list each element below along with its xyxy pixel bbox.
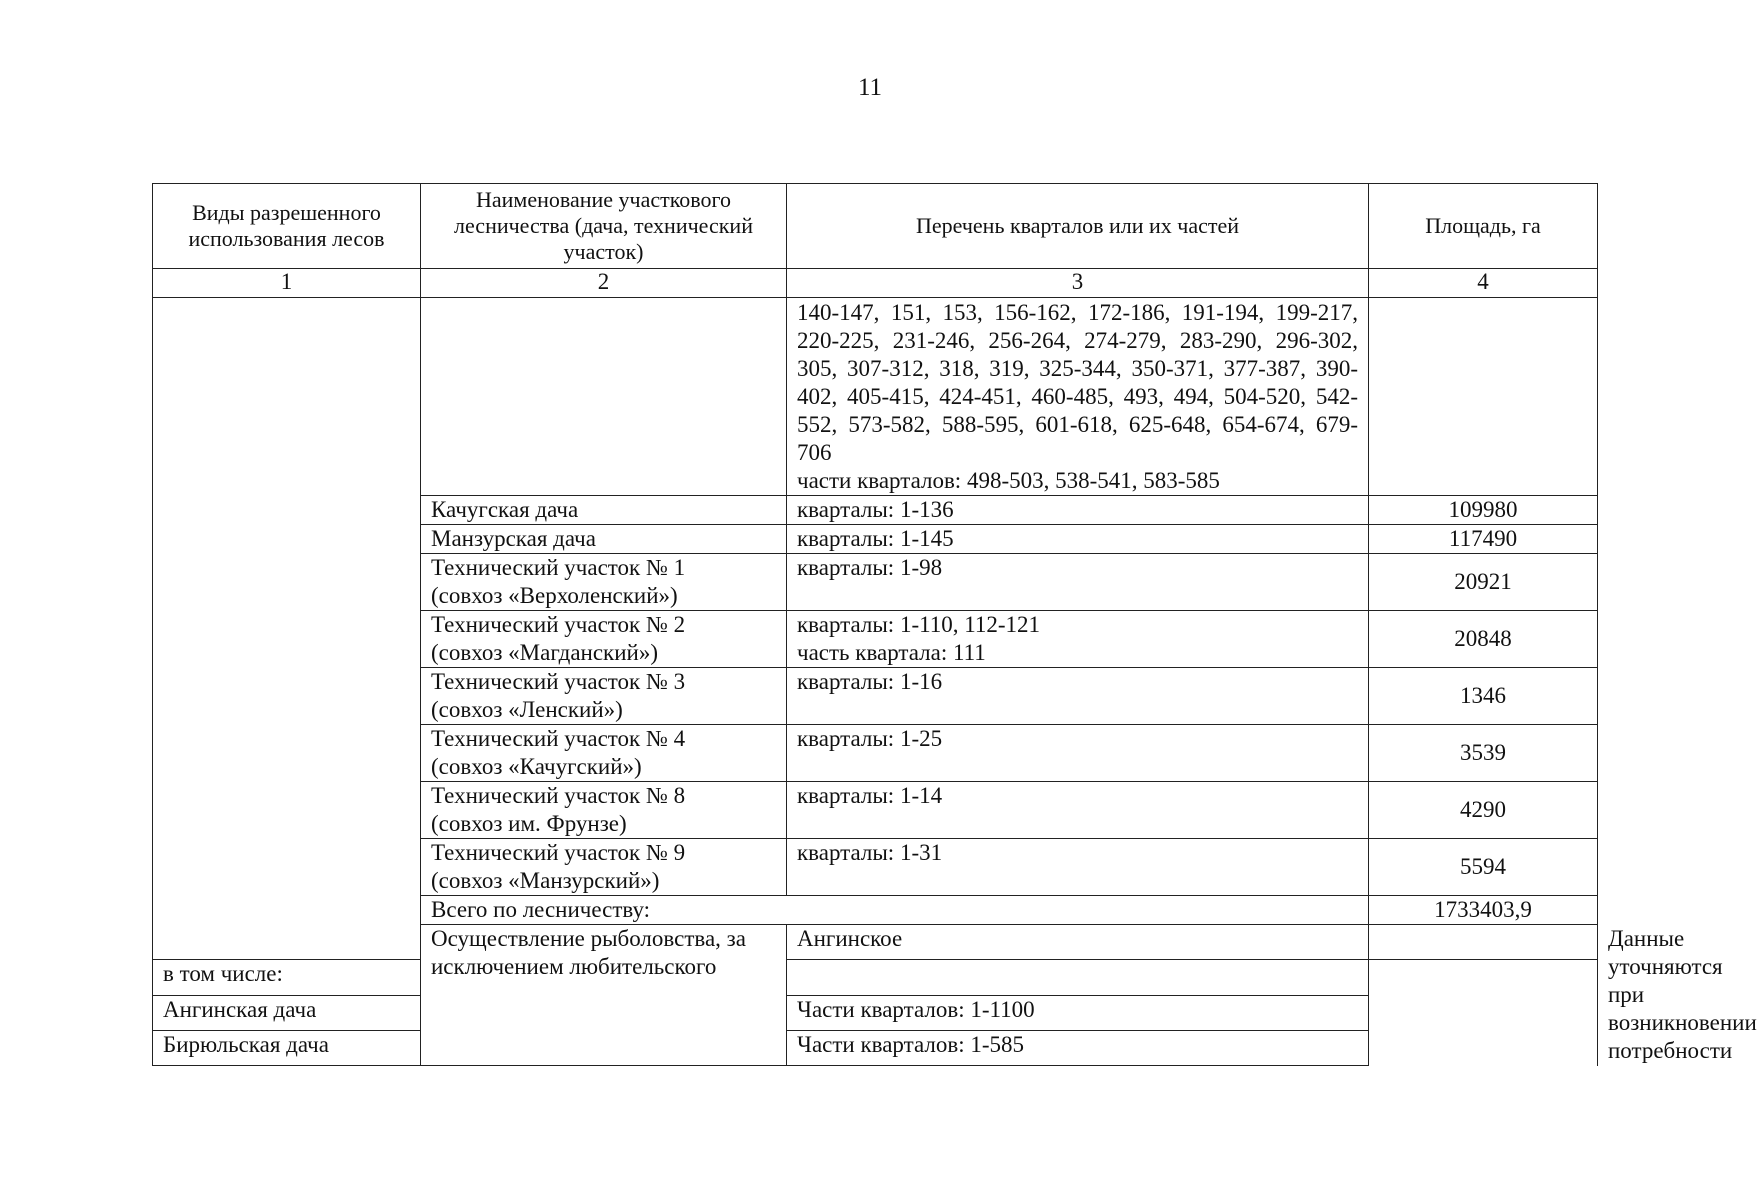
area-value: 20848 [1369, 611, 1598, 668]
table-row [153, 995, 1598, 1030]
quarters-list: кварталы: 1-14 [787, 782, 1369, 839]
quarters-list [787, 611, 1369, 668]
forestry-name: Манзурская дача [421, 525, 787, 554]
forestry-name-line1: Технический участок № 4 [431, 726, 686, 751]
area-value: 3539 [1369, 725, 1598, 782]
total-area: 1733403,9 [1369, 896, 1598, 925]
quarters-continuation-text: 140-147, 151, 153, 156-162, 172-186, 191-194, 199-217, 220-225, 231-246, 256-264, 274-279, 283-290, 296-302, 305, 307-312, 318, 319, 325-344, 350-371, 377-387, 390-402, 405-415, 424-451, 460-485, 493, 494, 504-520, 542-552, 573-582, 588-595, 601-618, 625-648, 654-674, 679-706 [797, 300, 1358, 465]
use-type-cell-empty [153, 298, 421, 960]
forestry-name-line2: (совхоз «Ленский») [431, 697, 623, 722]
column-number: 2 [421, 269, 787, 298]
forestry-name-line1: Технический участок № 8 [431, 783, 686, 808]
forestry-name-line2: (совхоз им. Фрунзе) [431, 811, 627, 836]
area-cell-empty [1369, 298, 1598, 496]
forestry-name [421, 668, 787, 725]
table-header-row [153, 184, 1598, 269]
quarters-list [1369, 925, 1598, 960]
quarters-list-line2: часть квартала: 111 [797, 640, 986, 665]
column-number: 4 [1369, 269, 1598, 298]
forestry-name [421, 611, 787, 668]
page-number: 11 [857, 74, 883, 101]
forest-use-table [152, 183, 1757, 1066]
forestry-name [421, 554, 787, 611]
area-value: 109980 [1369, 496, 1598, 525]
total-label: Всего по лесничеству: [421, 896, 1369, 925]
table-row [153, 1030, 1598, 1065]
forestry-name-line2: (совхоз «Качугский») [431, 754, 642, 779]
forestry-name: Качугская дача [421, 496, 787, 525]
quarters-continuation-parts: части кварталов: 498-503, 538-541, 583-585 [797, 468, 1220, 493]
header-use-type: Виды разрешенного использования лесов [153, 184, 421, 269]
area-value: 1346 [1369, 668, 1598, 725]
forestry-name: Бирюльская дача [153, 1030, 421, 1065]
forestry-name [421, 725, 787, 782]
quarters-list [787, 960, 1369, 995]
forestry-name-line1: Технический участок № 3 [431, 669, 686, 694]
forestry-name: Ангинское [787, 925, 1369, 960]
forestry-name-line2: (совхоз «Манзурский») [431, 868, 660, 893]
forestry-name: Ангинская дача [153, 995, 421, 1030]
column-number-row [153, 269, 1598, 298]
quarters-list: кварталы: 1-145 [787, 525, 1369, 554]
area-value: 5594 [1369, 839, 1598, 896]
area-value: 20921 [1369, 554, 1598, 611]
quarters-list: кварталы: 1-136 [787, 496, 1369, 525]
forestry-name [421, 782, 787, 839]
fishing-use-type: Осуществление рыболовства, за исключением любительского [421, 925, 787, 1066]
table-row: Осуществление рыболовства, за исключением любительского Ангинское Данные уточняются при возникновении потребности [153, 925, 1598, 960]
quarters-list-line1: кварталы: 1-110, 112-121 [797, 612, 1041, 637]
forestry-name: в том числе: [153, 960, 421, 995]
quarters-continuation-cell [787, 298, 1369, 496]
forestry-name-line2: (совхоз «Магданский») [431, 640, 659, 665]
header-quarters-list: Перечень кварталов или их частей [787, 184, 1369, 269]
forestry-name-line1: Технический участок № 9 [431, 840, 686, 865]
area-value: 117490 [1369, 525, 1598, 554]
quarters-list: Части кварталов: 1-1100 [787, 995, 1369, 1030]
quarters-list: Части кварталов: 1-585 [787, 1030, 1369, 1065]
header-area: Площадь, га [1369, 184, 1598, 269]
forestry-name-line1: Технический участок № 2 [431, 612, 686, 637]
forestry-name-cell-empty [421, 298, 787, 496]
quarters-list: кварталы: 1-16 [787, 668, 1369, 725]
table-row [153, 298, 1598, 496]
quarters-list: кварталы: 1-25 [787, 725, 1369, 782]
quarters-list: кварталы: 1-31 [787, 839, 1369, 896]
forestry-name-line2: (совхоз «Верхоленский») [431, 583, 678, 608]
table-row [153, 960, 1598, 995]
header-forestry-name: Наименование участкового лесничества (дача, технический участок) [421, 184, 787, 269]
quarters-list: кварталы: 1-98 [787, 554, 1369, 611]
forestry-name-line1: Технический участок № 1 [431, 555, 686, 580]
column-number: 3 [787, 269, 1369, 298]
area-value: 4290 [1369, 782, 1598, 839]
column-number: 1 [153, 269, 421, 298]
forestry-name [421, 839, 787, 896]
